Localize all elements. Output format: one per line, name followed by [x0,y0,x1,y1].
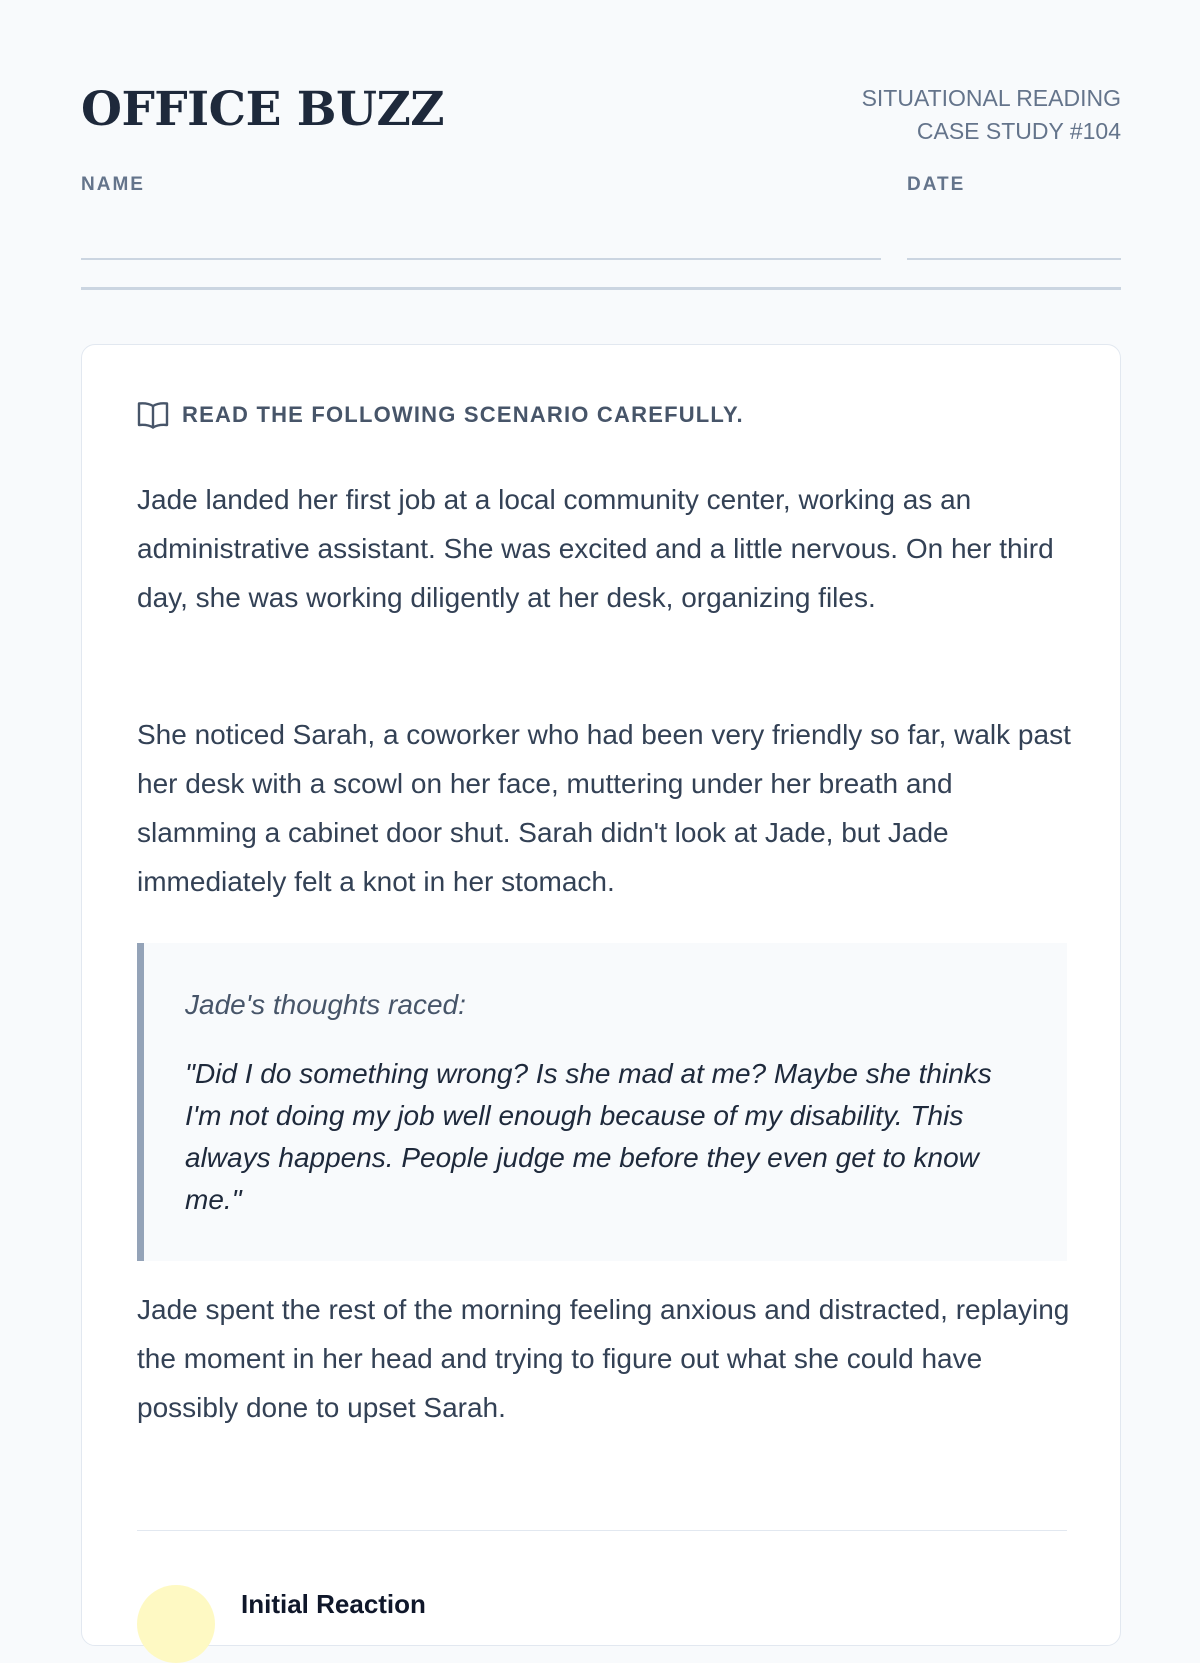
instruction-text: READ THE FOLLOWING SCENARIO CAREFULLY. [182,402,744,427]
scenario-paragraph-2: She noticed Sarah, a coworker who had been very friendly so far, walk past her desk with a scowl on her face, muttering under her breath and slamming a cabinet door shut. Sarah didn't look at Jade, but Jade immediately felt a knot in her stomach. [137,719,1071,897]
quote-text: "Did I do something wrong? Is she mad at me? Maybe she thinks I'm not doing my job well enough because of my disability. This always happens. People judge me before they even get to know me." [185,1058,992,1215]
name-label: NAME [81,174,145,195]
scenario-paragraph-1: Jade landed her first job at a local community center, working as an administrative assistant. She was excited and a little nervous. On her third day, she was working diligently at her desk, organizing files. [137,484,1054,613]
reaction-avatar [137,1585,215,1663]
case-study-meta [862,82,1121,148]
thoughts-quote [137,943,1067,1261]
quote-lead: Jade's thoughts raced: [185,989,466,1020]
section-title: Initial Reaction [241,1589,426,1619]
worksheet-header [81,0,1121,290]
date-label: DATE [907,174,966,195]
scenario-card [81,344,1121,1646]
scenario-paragraph-3: Jade spent the rest of the morning feeling anxious and distracted, replaying the moment in her head and trying to figure out what she could have possibly done to upset Sarah. [137,1294,1070,1423]
instruction-row [137,401,744,429]
meta-subject: SITUATIONAL READING [861,85,1121,111]
section-divider [137,1530,1067,1531]
worksheet-page [81,0,1121,1619]
date-field[interactable] [907,258,1121,260]
name-field[interactable] [81,258,881,260]
meta-case-number: CASE STUDY #104 [916,118,1121,144]
header-divider [81,287,1121,290]
page-title: OFFICE BUZZ [81,82,445,137]
book-open-icon [137,401,169,429]
